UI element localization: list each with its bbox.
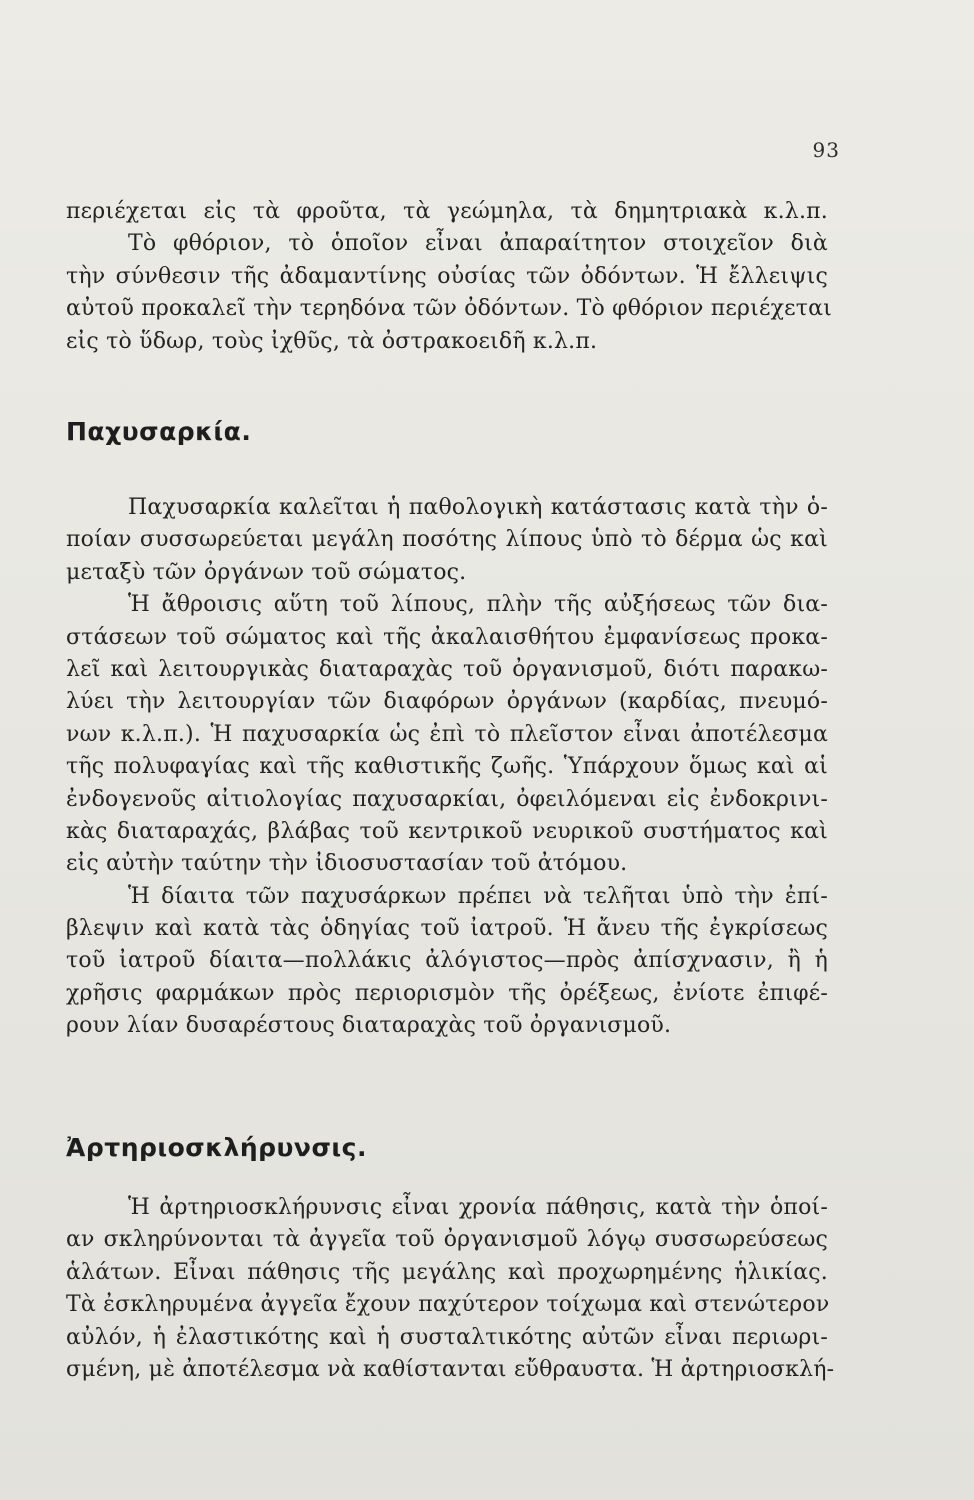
text-line: Ἡ ἀρτηριοσκλήρυνσις εἶναι χρονία πάθησις, κατὰ τὴν ὁποί- [128, 1195, 828, 1220]
text-line: μεταξὺ τῶν ὀργάνων τοῦ σώματος. [66, 559, 467, 585]
text-line: χρῆσις φαρμάκων πρὸς περιορισμὸν τῆς ὀρέξεως, ἐνίοτε ἐπιφέ- [66, 980, 828, 1006]
text-line: αὐλόν, ἡ ἐλαστικότης καὶ ἡ συσταλτικότης αὐτῶν εἶναι περιωρι- [66, 1324, 828, 1350]
text-line: αν σκληρύνονται τὰ ἀγγεῖα τοῦ ὀργανισμοῦ λόγῳ συσσωρεύσεως [66, 1227, 828, 1253]
text-line: ποίαν συσσωρεύεται μεγάλη ποσότης λίπους ὑπὸ τὸ δέρμα ὡς καὶ [66, 527, 828, 553]
text-line: Παχυσαρκία καλεῖται ἡ παθολογικὴ κατάστασις κατὰ τὴν ὁ- [128, 495, 828, 520]
text-line: τῆς πολυφαγίας καὶ τῆς καθιστικῆς ζωῆς. Ὑπάρχουν ὅμως καὶ αἱ [66, 754, 828, 780]
text-line: περιέχεται εἰς τὰ φροῦτα, τὰ γεώμηλα, τὰ δημητριακὰ κ.λ.π. [66, 199, 828, 224]
text-line: Τὰ ἐσκληρυμένα ἀγγεῖα ἔχουν παχύτερον τοίχωμα καὶ στενώτερον [66, 1292, 830, 1318]
text-line: σμένη, μὲ ἀποτέλεσμα νὰ καθίστανται εὔθραυστα. Ἡ ἀρτηριοσκλή- [66, 1356, 835, 1382]
text-line: Ἡ δίαιτα τῶν παχυσάρκων πρέπει νὰ τελῆται ὑπὸ τὴν ἐπί- [128, 883, 828, 909]
text-line: αὐτοῦ προκαλεῖ τὴν τερηδόνα τῶν ὀδόντων. Τὸ φθόριον περιέχεται [66, 296, 832, 322]
obesity-section-text [66, 492, 828, 1043]
arteriosclerosis-section-text [66, 1192, 835, 1386]
text-line: βλεψιν καὶ κατὰ τὰς ὁδηγίας τοῦ ἰατροῦ. Ἡ ἄνευ τῆς ἐγκρίσεως [66, 916, 828, 942]
page-number: 93 [812, 138, 840, 162]
text-line: κὰς διαταραχάς, βλάβας τοῦ κεντρικοῦ νευρικοῦ συστήματος καὶ [66, 818, 828, 844]
text-line: λεῖ καὶ λειτουργικὰς διαταραχὰς τοῦ ὀργανισμοῦ, διότι παρακω- [66, 656, 828, 682]
text-line: Ἡ ἄθροισις αὕτη τοῦ λίπους, πλὴν τῆς αὐξήσεως τῶν δια- [128, 592, 828, 618]
text-line: εἰς αὐτὴν ταύτην τὴν ἰδιοσυστασίαν τοῦ ἀτόμου. [66, 851, 628, 877]
text-line: νων κ.λ.π.). Ἡ παχυσαρκία ὡς ἐπὶ τὸ πλεῖστον εἶναι ἀποτέλεσμα [66, 721, 828, 747]
text-line: Τὸ φθόριον, τὸ ὁποῖον εἶναι ἀπαραίτητον στοιχεῖον διὰ [128, 231, 828, 257]
section-heading-obesity: Παχυσαρκία. [66, 417, 252, 446]
section-heading-arteriosclerosis: Ἀρτηριοσκλήρυνσις. [66, 1133, 367, 1162]
text-line: εἰς τὸ ὕδωρ, τοὺς ἰχθῦς, τὰ ὀστρακοειδῆ κ.λ.π. [66, 328, 598, 354]
text-line: τὴν σύνθεσιν τῆς ἀδαμαντίνης οὐσίας τῶν ὀδόντων. Ἡ ἔλλειψις [66, 263, 828, 289]
text-line: λύει τὴν λειτουργίαν τῶν διαφόρων ὀργάνων (καρδίας, πνευμό- [66, 689, 828, 715]
text-line: ρουν λίαν δυσαρέστους διαταραχὰς τοῦ ὀργανισμοῦ. [66, 1013, 672, 1039]
text-line: ἁλάτων. Εἶναι πάθησις τῆς μεγάλης καὶ προχωρημένης ἡλικίας. [66, 1259, 828, 1285]
text-line: τοῦ ἰατροῦ δίαιτα—πολλάκις ἀλόγιστος—πρὸς ἀπίσχνασιν, ἢ ἡ [66, 948, 828, 974]
text-line: στάσεων τοῦ σώματος καὶ τῆς ἀκαλαισθήτου ἐμφανίσεως προκα- [66, 624, 828, 650]
text-line: ἐνδογενοῦς αἰτιολογίας παχυσαρκίαι, ὀφειλόμεναι εἰς ἐνδοκρινι- [66, 786, 828, 812]
intro-paragraph [66, 196, 832, 358]
